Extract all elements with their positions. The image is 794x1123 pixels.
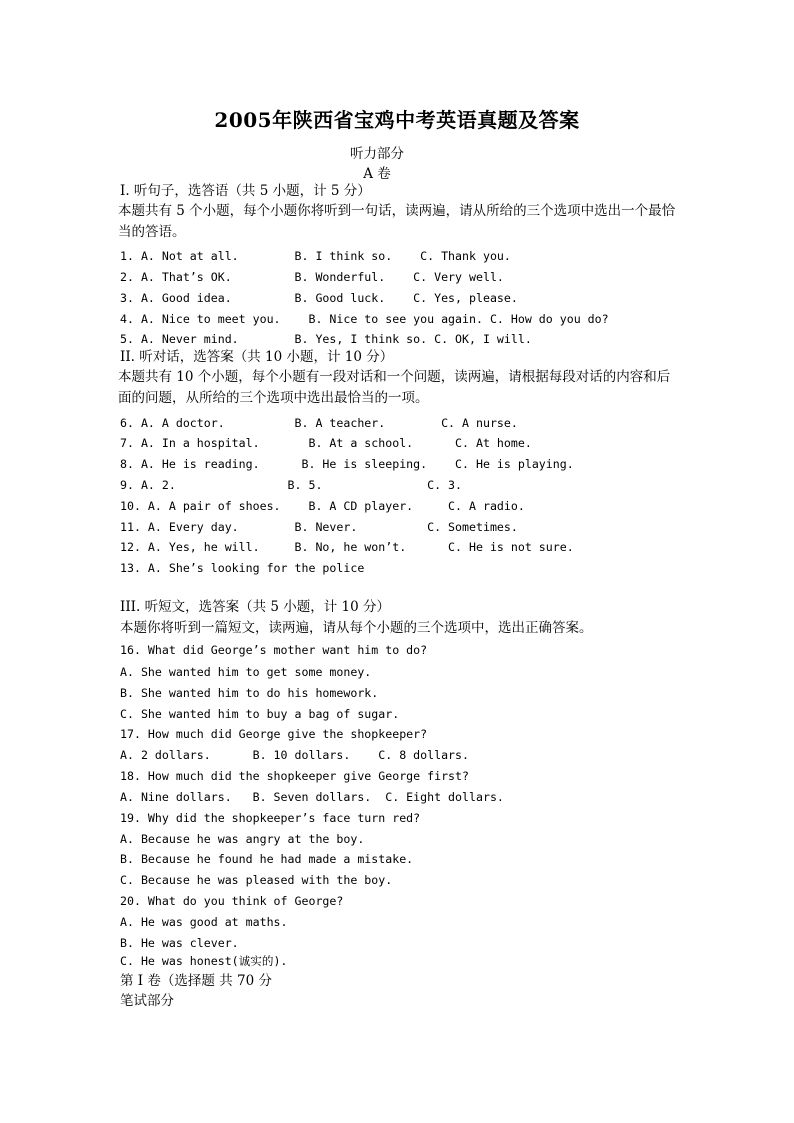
question-19: 19. Why did the shopkeeper’s face turn red? bbox=[120, 811, 421, 825]
option-20c: C. He was honest(诚实的). bbox=[120, 954, 288, 968]
section2-instructions: 本题共有 10 个小题，每个小题有一段对话和一个问题，读两遍，请根据每段对话的内容和后面的问题，从所给的三个选项中选出最恰当的一项。 bbox=[118, 369, 671, 406]
listening-heading-text: 听力部分 bbox=[350, 146, 404, 162]
volume-a-heading bbox=[0, 162, 794, 182]
question-13: 13. A. She’s looking for the police bbox=[120, 561, 365, 575]
question-9: 9. A. 2. B. 5. C. 3. bbox=[120, 478, 463, 492]
question-17: 17. How much did George give the shopkeeper? bbox=[120, 727, 428, 741]
option-19b: B. Because he found he had made a mistake. bbox=[120, 852, 414, 866]
question-18: 18. How much did the shopkeeper give George first? bbox=[120, 769, 470, 783]
option-20a: A. He was good at maths. bbox=[120, 915, 288, 929]
page-title: 2005年陕西省宝鸡中考英语真题及答案 bbox=[214, 108, 580, 132]
option-19a: A. Because he was angry at the boy. bbox=[120, 832, 365, 846]
question-5: 5. A. Never mind. B. Yes, I think so. C. OK, I will. bbox=[120, 332, 532, 346]
question-1: 1. A. Not at all. B. I think so. C. Thank you. bbox=[120, 249, 511, 263]
option-16b: B. She wanted him to do his homework. bbox=[120, 686, 379, 700]
part1-heading: 第 I 卷（选择题 共 70 分 bbox=[120, 973, 272, 989]
section3-instructions: 本题你将听到一篇短文，读两遍，请从每个小题的三个选项中，选出正确答案。 bbox=[120, 620, 593, 636]
options-18: A. Nine dollars. B. Seven dollars. C. Eight dollars. bbox=[120, 790, 504, 804]
section2-heading: II. 听对话，选答案（共 10 小题，计 10 分） bbox=[120, 349, 394, 365]
question-2: 2. A. That’s OK. B. Wonderful. C. Very well. bbox=[120, 270, 504, 284]
section3-heading: III. 听短文，选答案（共 5 小题，计 10 分） bbox=[120, 599, 391, 615]
question-3: 3. A. Good idea. B. Good luck. C. Yes, please. bbox=[120, 291, 518, 305]
question-6: 6. A. A doctor. B. A teacher. C. A nurse. bbox=[120, 416, 518, 430]
question-7: 7. A. In a hospital. B. At a school. C. At home. bbox=[120, 436, 532, 450]
listening-heading bbox=[0, 142, 794, 162]
question-10: 10. A. A pair of shoes. B. A CD player. C. A radio. bbox=[120, 499, 525, 513]
question-8: 8. A. He is reading. B. He is sleeping. C. He is playing. bbox=[120, 457, 574, 471]
section1-instructions: 本题共有 5 个小题，每个小题你将听到一句话，读两遍，请从所给的三个选项中选出一个最恰当的答语。 bbox=[118, 203, 676, 240]
question-16: 16. What did George’s mother want him to do? bbox=[120, 643, 428, 657]
options-17: A. 2 dollars. B. 10 dollars. C. 8 dollars. bbox=[120, 748, 470, 762]
section1-heading: I. 听句子，选答语（共 5 小题，计 5 分） bbox=[120, 183, 371, 199]
option-20b: B. He was clever. bbox=[120, 936, 239, 950]
option-16c: C. She wanted him to buy a bag of sugar. bbox=[120, 707, 400, 721]
volume-a-text: A 卷 bbox=[363, 166, 391, 182]
question-4: 4. A. Nice to meet you. B. Nice to see you again. C. How do you do? bbox=[120, 312, 609, 326]
option-19c: C. Because he was pleased with the boy. bbox=[120, 873, 393, 887]
question-20: 20. What do you think of George? bbox=[120, 894, 344, 908]
written-heading: 笔试部分 bbox=[120, 993, 174, 1009]
option-16a: A. She wanted him to get some money. bbox=[120, 665, 372, 679]
question-11: 11. A. Every day. B. Never. C. Sometimes. bbox=[120, 520, 518, 534]
question-12: 12. A. Yes, he will. B. No, he won’t. C. He is not sure. bbox=[120, 540, 574, 554]
